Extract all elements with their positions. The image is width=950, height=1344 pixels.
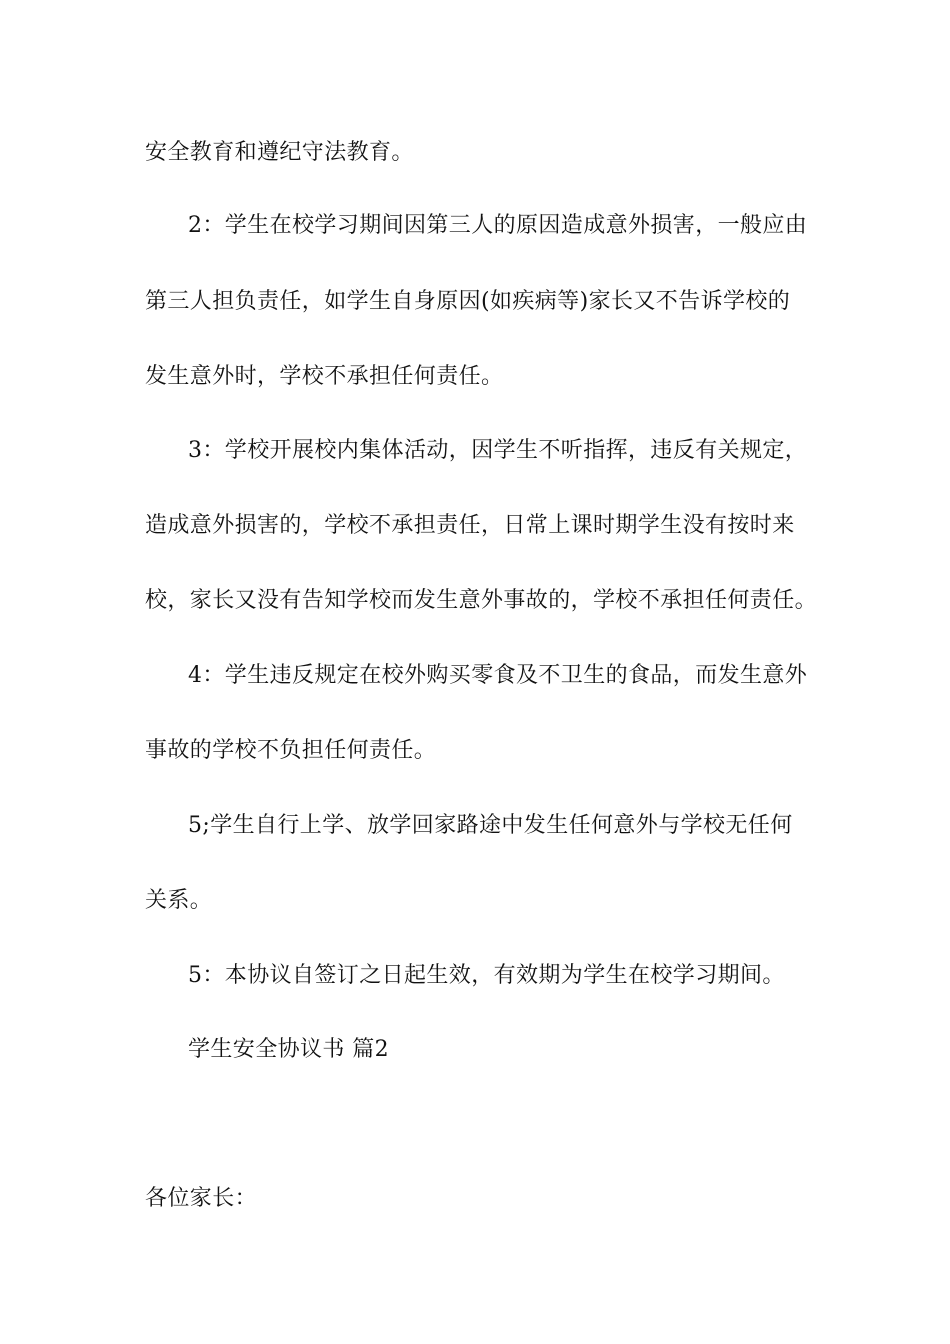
text-line-11: 关系。	[145, 888, 213, 913]
text-line-5: 3：学校开展校内集体活动，因学生不听指挥，违反有关规定，	[188, 438, 808, 463]
text-line-2: 2：学生在校学习期间因第三人的原因造成意外损害，一般应由	[188, 213, 808, 238]
section-heading: 学生安全协议书 篇2	[188, 1037, 389, 1062]
text-line-4: 发生意外时，学校不承担任何责任。	[145, 364, 504, 389]
text-line-9: 事故的学校不负担任何责任。	[145, 738, 437, 763]
salutation: 各位家长：	[145, 1186, 258, 1211]
text-line-8: 4：学生违反规定在校外购买零食及不卫生的食品，而发生意外	[188, 663, 808, 688]
text-line-7: 校，家长又没有告知学校而发生意外事故的，学校不承担任何责任。	[145, 588, 818, 613]
text-line-6: 造成意外损害的，学校不承担责任，日常上课时期学生没有按时来	[145, 513, 795, 538]
text-line-12: 5：本协议自签订之日起生效，有效期为学生在校学习期间。	[188, 963, 785, 988]
text-line-1: 安全教育和遵纪守法教育。	[145, 140, 414, 165]
text-line-10: 5;学生自行上学、放学回家路途中发生任何意外与学校无任何	[188, 813, 793, 838]
text-line-3: 第三人担负责任，如学生自身原因(如疾病等)家长又不告诉学校的	[145, 289, 791, 314]
